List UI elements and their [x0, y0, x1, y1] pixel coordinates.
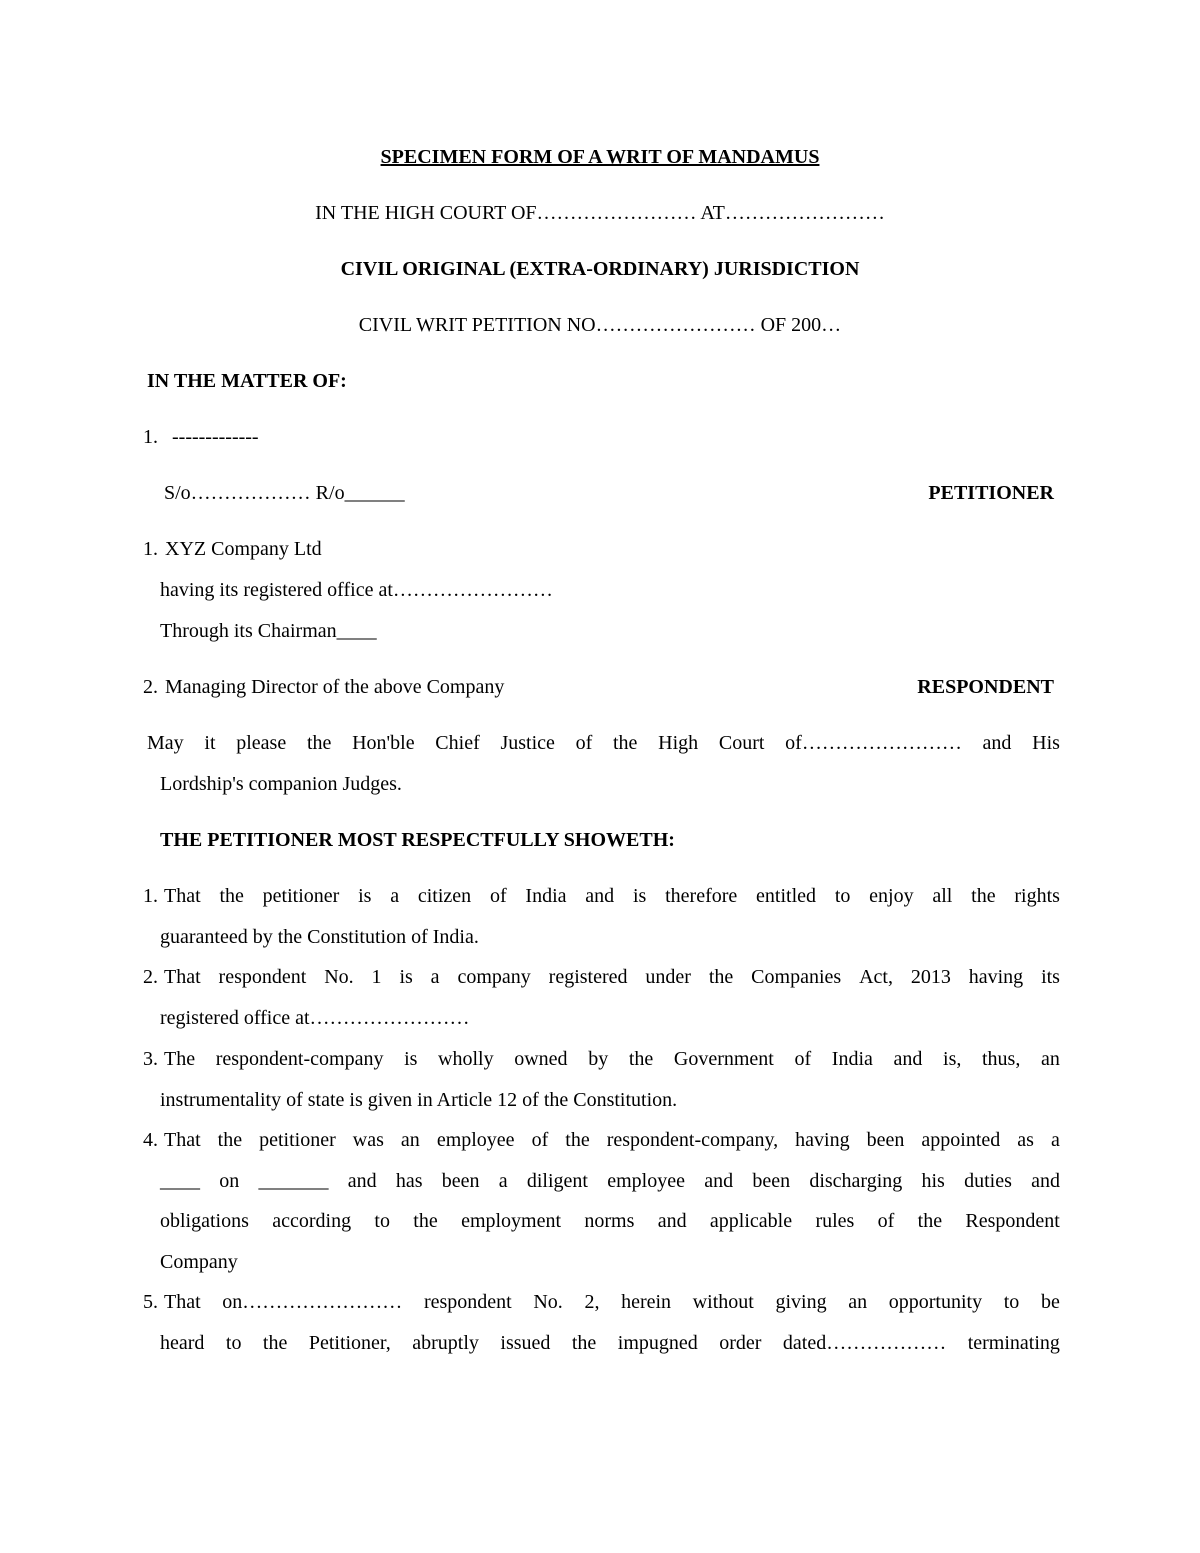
- word: therefore: [665, 885, 738, 907]
- word: Petitioner,: [308, 1332, 391, 1354]
- word: the: [917, 1210, 943, 1232]
- word: Respondent: [965, 1210, 1060, 1232]
- word: is: [399, 966, 413, 988]
- word: is,: [943, 1048, 962, 1070]
- word: applicable: [709, 1210, 793, 1232]
- respondent-1-name: XYZ Company Ltd: [165, 538, 322, 560]
- word: the: [306, 732, 332, 754]
- word: Chief: [435, 732, 480, 754]
- word: owned: [514, 1048, 568, 1070]
- word: of: [489, 885, 507, 907]
- paragraph-4-line-2: [160, 1169, 1060, 1193]
- paragraph-4-line-3: [160, 1209, 1060, 1233]
- word: India: [525, 885, 567, 907]
- paragraph-1-line-2: guaranteed by the Constitution of India.: [160, 926, 479, 948]
- in-the-matter-heading: IN THE MATTER OF:: [147, 370, 347, 392]
- word: thus,: [981, 1048, 1021, 1070]
- paragraph-2-number: 2.: [143, 966, 158, 988]
- word: a: [498, 1170, 508, 1192]
- word: giving: [775, 1291, 827, 1313]
- word: That: [164, 966, 201, 988]
- word: under: [645, 966, 691, 988]
- word: and: [585, 885, 615, 907]
- word: 2013: [910, 966, 951, 988]
- paragraph-5-line-1: [164, 1290, 1060, 1314]
- word: rules: [815, 1210, 855, 1232]
- word: and: [704, 1170, 734, 1192]
- petition-number-line: CIVIL WRIT PETITION NO…………………… OF 200…: [358, 314, 842, 336]
- word: his: [921, 1170, 945, 1192]
- paragraph-4-line-4: Company: [160, 1251, 238, 1273]
- respondent-1-number: 1.: [143, 538, 158, 560]
- paragraph-4-number: 4.: [143, 1129, 158, 1151]
- word: the: [565, 1129, 590, 1151]
- document-title: SPECIMEN FORM OF A WRIT OF MANDAMUS: [380, 146, 820, 168]
- word: petitioner: [259, 1129, 336, 1151]
- word: Justice: [500, 732, 555, 754]
- showeth-heading: THE PETITIONER MOST RESPECTFULLY SHOWETH:: [160, 829, 675, 851]
- word: employee: [607, 1170, 685, 1192]
- word: 1: [371, 966, 382, 988]
- word: a: [1050, 1129, 1060, 1151]
- word: be: [1040, 1291, 1060, 1313]
- word: ____: [160, 1170, 200, 1192]
- word: of: [877, 1210, 895, 1232]
- word: was: [352, 1129, 384, 1151]
- word: _______: [258, 1170, 329, 1192]
- petitioner-label: PETITIONER: [928, 482, 1054, 504]
- word: issued: [500, 1332, 551, 1354]
- word: respondent-company: [215, 1048, 384, 1070]
- respondent-1-office: having its registered office at……………………: [160, 579, 553, 601]
- word: The: [164, 1048, 196, 1070]
- paragraph-3-line-1: [164, 1047, 1060, 1071]
- word: respondent: [218, 966, 307, 988]
- word: its: [1041, 966, 1060, 988]
- word: order: [719, 1332, 762, 1354]
- word: obligations: [160, 1210, 249, 1232]
- word: and: [893, 1048, 923, 1070]
- word: No.: [533, 1291, 563, 1313]
- word: is: [632, 885, 647, 907]
- petitioner-number: 1.: [143, 426, 158, 448]
- word: Companies: [751, 966, 842, 988]
- word: the: [219, 885, 244, 907]
- word: the: [971, 885, 996, 907]
- word: abruptly: [412, 1332, 479, 1354]
- word: discharging: [809, 1170, 903, 1192]
- word: and: [657, 1210, 687, 1232]
- word: to: [1003, 1291, 1020, 1313]
- word: an: [1040, 1048, 1060, 1070]
- word: to: [834, 885, 851, 907]
- word: to: [225, 1332, 242, 1354]
- word: terminating: [967, 1332, 1060, 1354]
- paragraph-5-number: 5.: [143, 1291, 158, 1313]
- word: an: [848, 1291, 868, 1313]
- word: without: [692, 1291, 754, 1313]
- word: appointed: [921, 1129, 1001, 1151]
- petitioner-parentage: S/o……………… R/o______: [164, 482, 405, 504]
- word: diligent: [526, 1170, 588, 1192]
- word: That: [164, 885, 201, 907]
- word: Hon'ble: [352, 732, 415, 754]
- jurisdiction-heading: CIVIL ORIGINAL (EXTRA-ORDINARY) JURISDICTION: [340, 258, 860, 280]
- word: the: [708, 966, 734, 988]
- word: is: [358, 885, 372, 907]
- word: to: [374, 1210, 390, 1232]
- word: impugned: [617, 1332, 698, 1354]
- paragraph-4-line-1: [164, 1128, 1060, 1152]
- paragraph-1-number: 1.: [143, 885, 158, 907]
- word: rights: [1014, 885, 1060, 907]
- word: of……………………: [785, 732, 962, 754]
- paragraph-3-line-2: instrumentality of state is given in Article 12 of the Constitution.: [160, 1089, 678, 1111]
- respondent-1-through: Through its Chairman____: [160, 620, 377, 642]
- word: That: [164, 1291, 201, 1313]
- word: and: [347, 1170, 377, 1192]
- word: all: [932, 885, 953, 907]
- word: opportunity: [888, 1291, 983, 1313]
- court-line: IN THE HIGH COURT OF…………………… AT……………………: [315, 202, 885, 224]
- word: of: [794, 1048, 812, 1070]
- word: having: [795, 1129, 850, 1151]
- word: on……………………: [222, 1291, 403, 1313]
- word: is: [404, 1048, 418, 1070]
- word: the: [613, 732, 638, 754]
- word: and: [1031, 1170, 1060, 1192]
- word: employment: [461, 1210, 562, 1232]
- word: it: [204, 732, 216, 754]
- paragraph-2-line-2: registered office at……………………: [160, 1007, 470, 1029]
- word: of: [575, 732, 593, 754]
- word: petitioner: [262, 885, 340, 907]
- word: been: [752, 1170, 791, 1192]
- word: on: [219, 1170, 240, 1192]
- word: the: [571, 1332, 597, 1354]
- word: High: [658, 732, 699, 754]
- word: the: [262, 1332, 288, 1354]
- word: norms: [584, 1210, 635, 1232]
- word: been: [441, 1170, 480, 1192]
- word: has: [395, 1170, 423, 1192]
- word: been: [866, 1129, 905, 1151]
- word: the: [217, 1129, 243, 1151]
- respondent-2-name: Managing Director of the above Company: [165, 676, 505, 698]
- word: India: [831, 1048, 873, 1070]
- word: respondent-company,: [606, 1129, 779, 1151]
- word: according: [272, 1210, 352, 1232]
- petitioner-name: -------------: [172, 426, 259, 448]
- word: a: [390, 885, 400, 907]
- word: citizen: [417, 885, 472, 907]
- address-line-1: [147, 731, 1060, 755]
- word: No.: [324, 966, 354, 988]
- respondent-label: RESPONDENT: [917, 676, 1054, 698]
- word: Government: [673, 1048, 774, 1070]
- word: by: [588, 1048, 609, 1070]
- word: an: [400, 1129, 420, 1151]
- word: a: [430, 966, 440, 988]
- word: wholly: [438, 1048, 494, 1070]
- word: Act,: [859, 966, 893, 988]
- word: heard: [160, 1332, 205, 1354]
- word: 2,: [584, 1291, 600, 1313]
- word: May: [147, 732, 184, 754]
- word: dated………………: [782, 1332, 947, 1354]
- paragraph-2-line-1: [164, 965, 1060, 989]
- word: enjoy: [869, 885, 914, 907]
- word: respondent: [423, 1291, 512, 1313]
- word: having: [968, 966, 1024, 988]
- word: as: [1017, 1129, 1034, 1151]
- word: company: [457, 966, 531, 988]
- paragraph-5-line-2: [160, 1331, 1060, 1355]
- word: the: [413, 1210, 438, 1232]
- word: duties: [964, 1170, 1012, 1192]
- paragraph-3-number: 3.: [143, 1048, 158, 1070]
- word: of: [531, 1129, 549, 1151]
- respondent-2-number: 2.: [143, 676, 158, 698]
- word: and: [982, 732, 1012, 754]
- word: That: [164, 1129, 201, 1151]
- word: entitled: [756, 885, 817, 907]
- word: registered: [548, 966, 628, 988]
- word: His: [1032, 732, 1060, 754]
- address-line-2: Lordship's companion Judges.: [160, 773, 402, 795]
- word: Court: [718, 732, 765, 754]
- word: please: [236, 732, 287, 754]
- word: the: [628, 1048, 654, 1070]
- word: herein: [621, 1291, 672, 1313]
- word: employee: [436, 1129, 515, 1151]
- paragraph-1-line-1: [164, 884, 1060, 908]
